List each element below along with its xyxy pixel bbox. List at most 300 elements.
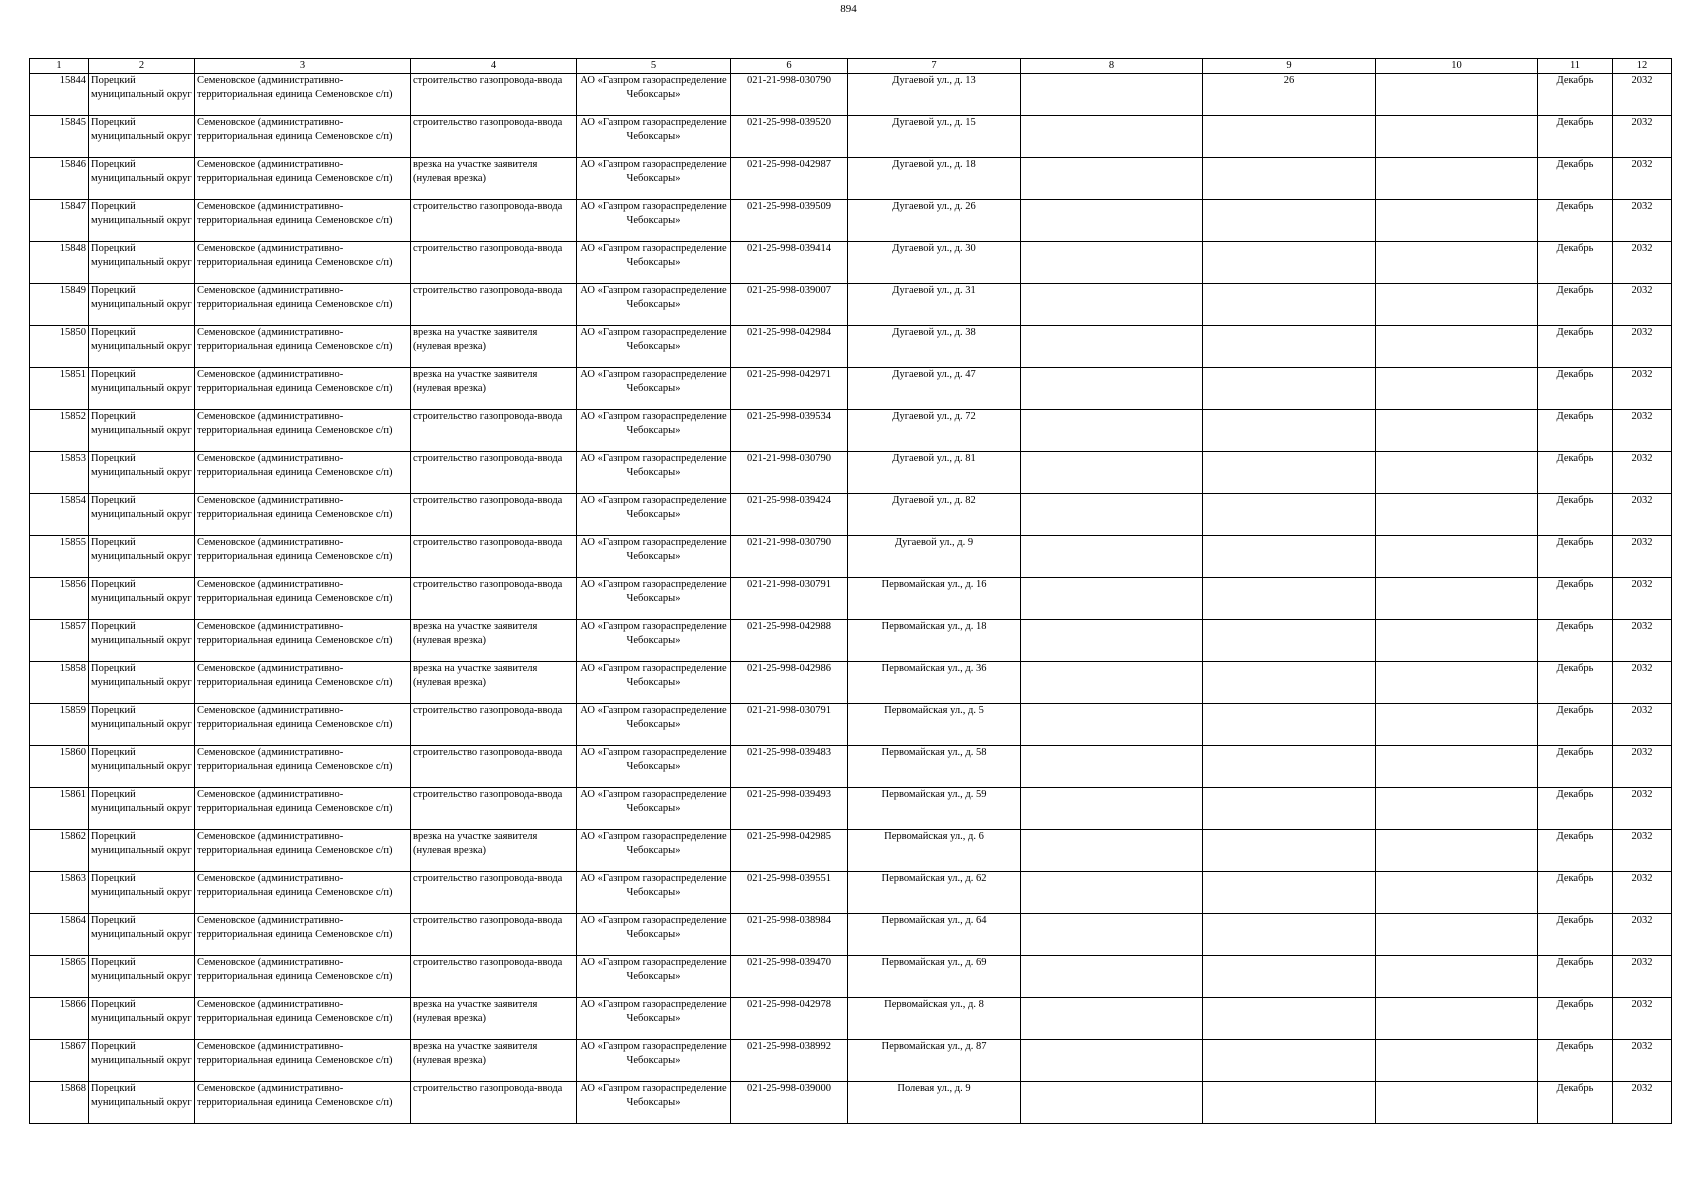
month-cell-text: Декабрь [1556, 201, 1594, 212]
work-type-cell-text: врезка на участке заявителя (нулевая врезка) [413, 663, 538, 688]
address-cell [848, 200, 1021, 242]
row-number-cell-text: 15845 [59, 117, 86, 128]
organization-cell [577, 788, 731, 830]
municipality-cell-text: Порецкий муниципальный округ [91, 705, 192, 730]
year-cell-text: 2032 [1631, 453, 1653, 464]
col8-cell [1021, 494, 1203, 536]
row-number-cell [30, 620, 89, 662]
month-cell [1538, 872, 1613, 914]
work-type-cell-text: строительство газопровода-ввода [413, 789, 563, 800]
organization-cell [577, 1040, 731, 1082]
row-number-cell-text: 15852 [59, 411, 86, 422]
work-type-cell-text: врезка на участке заявителя (нулевая врезка) [413, 369, 538, 394]
table-row [30, 914, 1672, 956]
month-cell-text: Декабрь [1556, 957, 1594, 968]
page-number: 894 [840, 3, 857, 15]
address-cell [848, 830, 1021, 872]
settlement-cell [195, 158, 411, 200]
municipality-cell [89, 830, 195, 872]
organization-cell-text: АО «Газпром газораспределение Чебоксары» [580, 957, 727, 982]
column-header-3: 3 [195, 59, 411, 74]
col9-cell-text [1205, 494, 1373, 534]
organization-cell-text: АО «Газпром газораспределение Чебоксары» [580, 579, 727, 604]
month-cell-text: Декабрь [1556, 621, 1594, 632]
col9-cell-text [1205, 326, 1373, 366]
address-cell [848, 620, 1021, 662]
organization-cell-text: АО «Газпром газораспределение Чебоксары» [580, 117, 727, 142]
organization-cell-text: АО «Газпром газораспределение Чебоксары» [580, 243, 727, 268]
municipality-cell [89, 872, 195, 914]
work-type-cell-text: врезка на участке заявителя (нулевая врезка) [413, 621, 538, 646]
year-cell-text: 2032 [1631, 663, 1653, 674]
col10-cell-text [1378, 914, 1535, 954]
object-code-cell-text: 021-25-998-039509 [747, 201, 831, 212]
col10-cell-text [1378, 368, 1535, 408]
address-cell [848, 914, 1021, 956]
address-cell-text: Первомайская ул., д. 8 [884, 999, 984, 1010]
table-row [30, 452, 1672, 494]
settlement-cell [195, 116, 411, 158]
row-number-cell [30, 914, 89, 956]
organization-cell-text: АО «Газпром газораспределение Чебоксары» [580, 159, 727, 184]
address-cell [848, 578, 1021, 620]
row-number-cell-text: 15859 [59, 705, 86, 716]
month-cell [1538, 74, 1613, 116]
municipality-cell-text: Порецкий муниципальный округ [91, 369, 192, 394]
row-number-cell-text: 15846 [59, 159, 86, 170]
organization-cell [577, 1082, 731, 1124]
col9-cell [1203, 1082, 1376, 1124]
address-cell-text: Дугаевой ул., д. 26 [892, 201, 976, 212]
address-cell-text: Первомайская ул., д. 58 [881, 747, 987, 758]
year-cell [1613, 914, 1672, 956]
settlement-cell-text: Семеновское (административно-территориальная единица Семеновское с/п) [197, 747, 393, 772]
address-cell-text: Дугаевой ул., д. 38 [892, 327, 976, 338]
month-cell-text: Декабрь [1556, 873, 1594, 884]
col10-cell-text [1378, 200, 1535, 240]
month-cell [1538, 326, 1613, 368]
municipality-cell-text: Порецкий муниципальный округ [91, 201, 192, 226]
municipality-cell [89, 116, 195, 158]
col8-cell [1021, 326, 1203, 368]
col8-cell [1021, 158, 1203, 200]
row-number-cell [30, 704, 89, 746]
row-number-cell [30, 746, 89, 788]
row-number-cell [30, 956, 89, 998]
municipality-cell-text: Порецкий муниципальный округ [91, 999, 192, 1024]
col10-cell-text [1378, 242, 1535, 282]
organization-cell-text: АО «Газпром газораспределение Чебоксары» [580, 915, 727, 940]
year-cell-text: 2032 [1631, 117, 1653, 128]
address-cell-text: Первомайская ул., д. 87 [881, 1041, 987, 1052]
month-cell-text: Декабрь [1556, 579, 1594, 590]
month-cell [1538, 494, 1613, 536]
month-cell [1538, 578, 1613, 620]
col9-cell [1203, 410, 1376, 452]
address-cell-text: Полевая ул., д. 9 [897, 1083, 971, 1094]
address-cell [848, 662, 1021, 704]
organization-cell-text: АО «Газпром газораспределение Чебоксары» [580, 999, 727, 1024]
year-cell-text: 2032 [1631, 957, 1653, 968]
col9-cell [1203, 74, 1376, 116]
work-type-cell [411, 1040, 577, 1082]
object-code-cell-text: 021-25-998-039424 [747, 495, 831, 506]
municipality-cell [89, 662, 195, 704]
work-type-cell-text: строительство газопровода-ввода [413, 1083, 563, 1094]
column-header-5: 5 [577, 59, 731, 74]
col10-cell [1376, 746, 1538, 788]
year-cell [1613, 704, 1672, 746]
row-number-cell [30, 578, 89, 620]
work-type-cell-text: строительство газопровода-ввода [413, 411, 563, 422]
table-row [30, 74, 1672, 116]
table-row [30, 158, 1672, 200]
col8-cell [1021, 116, 1203, 158]
object-code-cell [731, 830, 848, 872]
col9-cell [1203, 284, 1376, 326]
settlement-cell [195, 914, 411, 956]
object-code-cell-text: 021-21-998-030790 [747, 453, 831, 464]
year-cell-text: 2032 [1631, 789, 1653, 800]
col8-cell [1021, 578, 1203, 620]
month-cell [1538, 998, 1613, 1040]
col8-cell-text [1023, 830, 1200, 870]
month-cell [1538, 704, 1613, 746]
month-cell [1538, 116, 1613, 158]
object-code-cell [731, 1040, 848, 1082]
col8-cell [1021, 704, 1203, 746]
row-number-cell-text: 15861 [59, 789, 86, 800]
month-cell-text: Декабрь [1556, 243, 1594, 254]
municipality-cell [89, 326, 195, 368]
col10-cell-text [1378, 158, 1535, 198]
municipality-cell-text: Порецкий муниципальный округ [91, 327, 192, 352]
col10-cell-text [1378, 746, 1535, 786]
municipality-cell [89, 956, 195, 998]
settlement-cell-text: Семеновское (административно-территориальная единица Семеновское с/п) [197, 369, 393, 394]
row-number-cell-text: 15863 [59, 873, 86, 884]
year-cell [1613, 494, 1672, 536]
work-type-cell [411, 704, 577, 746]
month-cell [1538, 410, 1613, 452]
col8-cell [1021, 536, 1203, 578]
organization-cell-text: АО «Газпром газораспределение Чебоксары» [580, 1083, 727, 1108]
municipality-cell-text: Порецкий муниципальный округ [91, 1083, 192, 1108]
object-code-cell [731, 284, 848, 326]
col10-cell [1376, 116, 1538, 158]
month-cell-text: Декабрь [1556, 789, 1594, 800]
row-number-cell [30, 998, 89, 1040]
table-row [30, 788, 1672, 830]
settlement-cell-text: Семеновское (административно-территориальная единица Семеновское с/п) [197, 117, 393, 142]
municipality-cell-text: Порецкий муниципальный округ [91, 957, 192, 982]
row-number-cell [30, 872, 89, 914]
column-header-6: 6 [731, 59, 848, 74]
address-cell [848, 956, 1021, 998]
row-number-cell [30, 830, 89, 872]
organization-cell [577, 662, 731, 704]
address-cell-text: Первомайская ул., д. 6 [884, 831, 984, 842]
municipality-cell-text: Порецкий муниципальный округ [91, 285, 192, 310]
address-cell [848, 452, 1021, 494]
municipality-cell-text: Порецкий муниципальный округ [91, 243, 192, 268]
object-code-cell [731, 662, 848, 704]
work-type-cell [411, 158, 577, 200]
settlement-cell [195, 1040, 411, 1082]
col9-cell-text [1205, 452, 1373, 492]
object-code-cell [731, 746, 848, 788]
col9-cell-text [1205, 746, 1373, 786]
row-number-cell-text: 15857 [59, 621, 86, 632]
year-cell [1613, 242, 1672, 284]
address-cell-text: Дугаевой ул., д. 72 [892, 411, 976, 422]
col10-cell-text [1378, 536, 1535, 576]
object-code-cell-text: 021-21-998-030790 [747, 75, 831, 86]
settlement-cell [195, 200, 411, 242]
address-cell-text: Дугаевой ул., д. 82 [892, 495, 976, 506]
work-type-cell [411, 326, 577, 368]
col10-cell-text [1378, 452, 1535, 492]
object-code-cell-text: 021-25-998-042986 [747, 663, 831, 674]
col8-cell [1021, 956, 1203, 998]
municipality-cell-text: Порецкий муниципальный округ [91, 873, 192, 898]
address-cell [848, 704, 1021, 746]
table-row [30, 746, 1672, 788]
col10-cell [1376, 578, 1538, 620]
col9-cell [1203, 200, 1376, 242]
organization-cell-text: АО «Газпром газораспределение Чебоксары» [580, 411, 727, 436]
municipality-cell [89, 494, 195, 536]
work-type-cell-text: строительство газопровода-ввода [413, 453, 563, 464]
col9-cell [1203, 872, 1376, 914]
work-type-cell [411, 956, 577, 998]
work-type-cell-text: строительство газопровода-ввода [413, 915, 563, 926]
municipality-cell [89, 1040, 195, 1082]
year-cell-text: 2032 [1631, 495, 1653, 506]
col10-cell [1376, 536, 1538, 578]
settlement-cell [195, 284, 411, 326]
year-cell-text: 2032 [1631, 579, 1653, 590]
col10-cell [1376, 494, 1538, 536]
settlement-cell [195, 1082, 411, 1124]
address-cell [848, 872, 1021, 914]
object-code-cell [731, 368, 848, 410]
col10-cell [1376, 662, 1538, 704]
col8-cell [1021, 200, 1203, 242]
address-cell-text: Первомайская ул., д. 36 [881, 663, 987, 674]
row-number-cell [30, 452, 89, 494]
column-header-12: 12 [1613, 59, 1672, 74]
year-cell-text: 2032 [1631, 1083, 1653, 1094]
col9-cell [1203, 1040, 1376, 1082]
col9-cell-text [1205, 242, 1373, 282]
year-cell [1613, 284, 1672, 326]
municipality-cell-text: Порецкий муниципальный округ [91, 1041, 192, 1066]
month-cell-text: Декабрь [1556, 537, 1594, 548]
work-type-cell-text: строительство газопровода-ввода [413, 957, 563, 968]
year-cell [1613, 872, 1672, 914]
work-type-cell [411, 368, 577, 410]
col10-cell-text [1378, 998, 1535, 1038]
col10-cell [1376, 872, 1538, 914]
col10-cell [1376, 368, 1538, 410]
month-cell-text: Декабрь [1556, 915, 1594, 926]
col10-cell-text [1378, 1040, 1535, 1080]
col10-cell-text [1378, 578, 1535, 618]
municipality-cell-text: Порецкий муниципальный округ [91, 117, 192, 142]
column-header-4: 4 [411, 59, 577, 74]
municipality-cell-text: Порецкий муниципальный округ [91, 789, 192, 814]
row-number-cell [30, 284, 89, 326]
municipality-cell [89, 620, 195, 662]
year-cell [1613, 368, 1672, 410]
month-cell [1538, 200, 1613, 242]
month-cell [1538, 914, 1613, 956]
municipality-cell [89, 242, 195, 284]
row-number-cell-text: 15851 [59, 369, 86, 380]
col8-cell [1021, 242, 1203, 284]
organization-cell-text: АО «Газпром газораспределение Чебоксары» [580, 747, 727, 772]
col8-cell-text [1023, 284, 1200, 324]
organization-cell [577, 452, 731, 494]
year-cell [1613, 200, 1672, 242]
col9-cell [1203, 704, 1376, 746]
table-row [30, 1040, 1672, 1082]
year-cell [1613, 410, 1672, 452]
month-cell-text: Декабрь [1556, 705, 1594, 716]
object-code-cell [731, 116, 848, 158]
municipality-cell [89, 284, 195, 326]
settlement-cell-text: Семеновское (административно-территориальная единица Семеновское с/п) [197, 327, 393, 352]
municipality-cell-text: Порецкий муниципальный округ [91, 831, 192, 856]
address-cell-text: Первомайская ул., д. 5 [884, 705, 984, 716]
col10-cell [1376, 1082, 1538, 1124]
work-type-cell [411, 410, 577, 452]
settlement-cell [195, 578, 411, 620]
month-cell [1538, 830, 1613, 872]
address-cell-text: Дугаевой ул., д. 15 [892, 117, 976, 128]
object-code-cell [731, 872, 848, 914]
table-row [30, 578, 1672, 620]
settlement-cell-text: Семеновское (административно-территориальная единица Семеновское с/п) [197, 579, 393, 604]
column-header-9: 9 [1203, 59, 1376, 74]
municipality-cell-text: Порецкий муниципальный округ [91, 579, 192, 604]
col9-cell-text [1205, 116, 1373, 156]
col10-cell [1376, 998, 1538, 1040]
year-cell-text: 2032 [1631, 327, 1653, 338]
settlement-cell [195, 74, 411, 116]
municipality-cell [89, 746, 195, 788]
col9-cell [1203, 116, 1376, 158]
settlement-cell [195, 410, 411, 452]
settlement-cell-text: Семеновское (административно-территориальная единица Семеновское с/п) [197, 789, 393, 814]
col9-cell [1203, 536, 1376, 578]
organization-cell [577, 200, 731, 242]
month-cell [1538, 158, 1613, 200]
settlement-cell-text: Семеновское (административно-территориальная единица Семеновское с/п) [197, 75, 393, 100]
col10-cell-text [1378, 872, 1535, 912]
address-cell-text: Первомайская ул., д. 62 [881, 873, 987, 884]
year-cell [1613, 746, 1672, 788]
row-number-cell [30, 662, 89, 704]
table-body [30, 74, 1672, 1124]
col9-cell [1203, 578, 1376, 620]
col8-cell [1021, 662, 1203, 704]
address-cell-text: Первомайская ул., д. 59 [881, 789, 987, 800]
col8-cell [1021, 914, 1203, 956]
row-number-cell-text: 15849 [59, 285, 86, 296]
work-type-cell-text: строительство газопровода-ввода [413, 705, 563, 716]
work-type-cell-text: врезка на участке заявителя (нулевая врезка) [413, 1041, 538, 1066]
settlement-cell [195, 536, 411, 578]
settlement-cell [195, 620, 411, 662]
organization-cell [577, 704, 731, 746]
object-code-cell-text: 021-25-998-042988 [747, 621, 831, 632]
object-code-cell [731, 242, 848, 284]
col8-cell-text [1023, 1082, 1200, 1122]
column-header-11: 11 [1538, 59, 1613, 74]
year-cell [1613, 452, 1672, 494]
month-cell [1538, 536, 1613, 578]
col9-cell [1203, 914, 1376, 956]
col8-cell-text [1023, 200, 1200, 240]
row-number-cell [30, 200, 89, 242]
col8-cell [1021, 368, 1203, 410]
col8-cell [1021, 410, 1203, 452]
organization-cell [577, 326, 731, 368]
settlement-cell-text: Семеновское (административно-территориальная единица Семеновское с/п) [197, 1041, 393, 1066]
municipality-cell [89, 158, 195, 200]
col8-cell-text [1023, 242, 1200, 282]
address-cell-text: Дугаевой ул., д. 30 [892, 243, 976, 254]
table-row [30, 620, 1672, 662]
col9-cell-text [1205, 284, 1373, 324]
row-number-cell [30, 158, 89, 200]
table-row [30, 284, 1672, 326]
address-cell [848, 242, 1021, 284]
address-cell [848, 116, 1021, 158]
address-cell-text: Дугаевой ул., д. 9 [894, 537, 974, 548]
organization-cell [577, 872, 731, 914]
year-cell-text: 2032 [1631, 621, 1653, 632]
col9-cell-text [1205, 956, 1373, 996]
organization-cell-text: АО «Газпром газораспределение Чебоксары» [580, 873, 727, 898]
col8-cell-text [1023, 914, 1200, 954]
municipality-cell-text: Порецкий муниципальный округ [91, 663, 192, 688]
object-code-cell-text: 021-25-998-039414 [747, 243, 831, 254]
object-code-cell-text: 021-25-998-039000 [747, 1083, 831, 1094]
organization-cell [577, 956, 731, 998]
month-cell-text: Декабрь [1556, 75, 1594, 86]
table-row [30, 1082, 1672, 1124]
month-cell-text: Декабрь [1556, 117, 1594, 128]
column-header-7: 7 [848, 59, 1021, 74]
organization-cell [577, 578, 731, 620]
settlement-cell [195, 368, 411, 410]
municipality-cell-text: Порецкий муниципальный округ [91, 915, 192, 940]
work-type-cell-text: врезка на участке заявителя (нулевая врезка) [413, 159, 538, 184]
col9-cell-text [1205, 536, 1373, 576]
year-cell [1613, 578, 1672, 620]
year-cell-text: 2032 [1631, 999, 1653, 1010]
row-number-cell-text: 15850 [59, 327, 86, 338]
object-code-cell [731, 1082, 848, 1124]
organization-cell-text: АО «Газпром газораспределение Чебоксары» [580, 789, 727, 814]
organization-cell [577, 410, 731, 452]
address-cell-text: Дугаевой ул., д. 13 [892, 75, 976, 86]
col8-cell [1021, 830, 1203, 872]
column-header-8: 8 [1021, 59, 1203, 74]
